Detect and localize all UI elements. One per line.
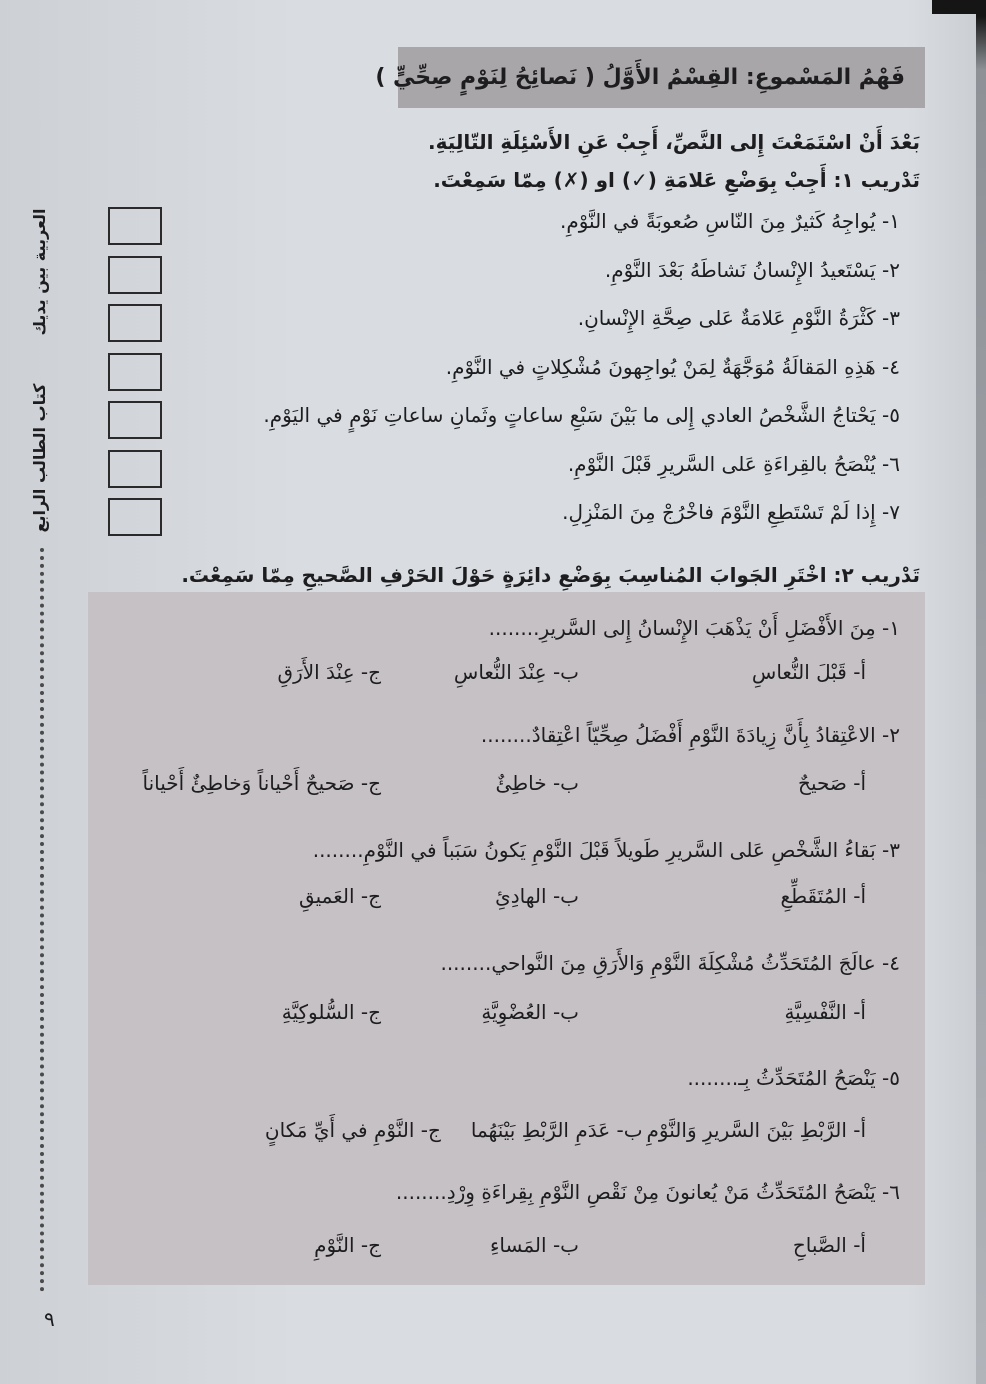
question-options bbox=[88, 1225, 925, 1265]
question-options bbox=[88, 652, 925, 692]
option-b[interactable]: ب- خاطِئٌ bbox=[495, 771, 579, 795]
option-a[interactable]: أ- المُتَقَطِّعِ bbox=[780, 884, 866, 908]
option-c[interactable]: ج- النَّوْمِ في أَيِّ مَكانٍ bbox=[264, 1118, 441, 1142]
statement-item-4: ٤- هَذِهِ المَقالَةُ مُوَجَّهَةٌ لِمَنْ يُواجِهونَ مُشْكِلاتٍ في النَّوْمِ. bbox=[445, 354, 900, 379]
answer-checkbox-1[interactable] bbox=[108, 207, 162, 245]
exercise1-title: تَدْريب ١: أَجِبْ بِوَضْعِ عَلامَةِ (✓) او (✗) مِمّا سَمِعْتَ. bbox=[433, 168, 920, 192]
option-c[interactable]: ج- العَميقِ bbox=[298, 884, 381, 908]
statement-item-3: ٣- كَثْرَةُ النَّوْمِ عَلامَةٌ عَلى صِحَّةِ الإِنْسانِ. bbox=[577, 306, 900, 330]
question-options bbox=[88, 992, 925, 1032]
option-c[interactable]: ج- صَحيحٌ أَحْياناً وَخاطِئٌ أَحْياناً bbox=[142, 771, 381, 795]
question-text: ٥- يَنْصَحُ المُتَحَدِّثُ بِـ........ bbox=[687, 1066, 900, 1090]
exercise1-statements bbox=[170, 197, 900, 537]
page-edge-shadow bbox=[976, 0, 986, 1384]
statement-item-1: ١- يُواجِهُ كَثيرٌ مِنَ النّاسِ صُعوبَةً في النَّوْمِ. bbox=[559, 209, 900, 233]
option-c[interactable]: ج- النَّوْمِ bbox=[314, 1233, 381, 1257]
answer-box-column bbox=[108, 207, 162, 547]
exercise2-panel bbox=[88, 592, 925, 1285]
page-corner-shadow bbox=[932, 0, 986, 14]
question-text: ٤- عالَجَ المُتَحَدِّثُ مُشْكِلَةَ النَّوْمِ وَالأَرَقِ مِنَ النَّواحي........ bbox=[440, 951, 900, 975]
option-b[interactable]: ب- عَدَمِ الرَّبْطِ بَيْنَهُما bbox=[470, 1118, 643, 1142]
option-a[interactable]: أ- صَحيحٌ bbox=[798, 771, 866, 795]
option-b[interactable]: ب- عِنْدَ النُّعاسِ bbox=[453, 660, 579, 684]
statement-item-5: ٥- يَحْتاجُ الشَّخْصُ العادي إِلى ما بَيْنَ سَبْعِ ساعاتٍ وثَمانِ ساعاتِ نَوْمٍ في اليَوْمِ. bbox=[263, 403, 900, 427]
option-a[interactable]: أ- الصَّباحِ bbox=[792, 1233, 866, 1257]
exercise2-title: تَدْريب ٢: اخْتَرِ الجَوابَ المُناسِبَ بِوَضْعِ دائِرَةٍ حَوْلَ الحَرْفِ الصَّحيحِ مِمّا سَمِعْتَ. bbox=[181, 563, 920, 587]
statement-item-6: ٦- يُنْصَحُ بالقِراءَةِ عَلى السَّريرِ قَبْلَ النَّوْمِ. bbox=[567, 451, 900, 476]
option-a[interactable]: أ- الرَّبْطِ بَيْنَ السَّريرِ وَالنَّوْمِ bbox=[646, 1118, 866, 1142]
question-options bbox=[88, 763, 925, 803]
option-b[interactable]: ب- العُضْوِيَّةِ bbox=[481, 1000, 579, 1024]
statement-item-2: ٢- يَسْتَعيدُ الإِنْسانُ نَشاطَهُ بَعْدَ النَّوْمِ. bbox=[604, 257, 900, 282]
question-text: ١- مِنَ الأَفْضَلِ أَنْ يَذْهَبَ الإِنْسانُ إِلى السَّريرِ........ bbox=[488, 616, 900, 640]
answer-checkbox-3[interactable] bbox=[108, 304, 162, 342]
answer-checkbox-2[interactable] bbox=[108, 256, 162, 294]
option-a[interactable]: أ- قَبْلَ النُّعاسِ bbox=[751, 660, 866, 684]
answer-checkbox-7[interactable] bbox=[108, 498, 162, 536]
question-text: ٢- الاعْتِقادُ بِأَنَّ زِيادَةَ النَّوْمِ أَفْضَلُ صِحِّيّاً اعْتِقادٌ........ bbox=[480, 723, 900, 747]
question-options bbox=[265, 1110, 866, 1150]
section-header-box bbox=[375, 47, 925, 108]
question-text: ٣- بَقاءُ الشَّخْصِ عَلى السَّريرِ طَويلاً قَبْلَ النَّوْمِ يَكونُ سَبَباً في النَّوْمِ........ bbox=[312, 838, 900, 862]
option-b[interactable]: ب- الهادِئِ bbox=[495, 884, 579, 908]
statement-item-7: ٧- إِذا لَمْ تَسْتَطِعِ النَّوْمَ فاخْرُجْ مِنَ المَنْزِلِ. bbox=[562, 500, 900, 524]
answer-checkbox-6[interactable] bbox=[108, 450, 162, 488]
section-title: فَهْمُ المَسْموعِ: القِسْمُ الأَوَّلُ ( نَصائِحُ لِنَوْمٍ صِحِّيٍّ ) bbox=[375, 65, 905, 90]
answer-checkbox-5[interactable] bbox=[108, 401, 162, 439]
page-number: ٩ bbox=[44, 1307, 55, 1331]
option-c[interactable]: ج- عِنْدَ الأَرَقِ bbox=[277, 660, 381, 684]
question-options bbox=[88, 876, 925, 916]
option-c[interactable]: ج- السُّلوكِيَّةِ bbox=[281, 1000, 381, 1024]
question-text: ٦- يَنْصَحُ المُتَحَدِّثُ مَنْ يُعانونَ مِنْ نَقْصِ النَّوْمِ بِقِراءَةِ وِرْدِ........ bbox=[395, 1180, 900, 1204]
side-book-title: كتاب الطالب الرابع bbox=[30, 383, 49, 533]
instruction-line: بَعْدَ أَنْ اسْتَمَعْتَ إِلى النَّصِّ، أَجِبْ عَنِ الأَسْئِلَةِ التّالِيَةِ. bbox=[428, 130, 920, 154]
answer-checkbox-4[interactable] bbox=[108, 353, 162, 391]
side-dotted-rule bbox=[40, 548, 44, 1292]
side-series-title: العربية بين يديك bbox=[30, 208, 49, 336]
option-b[interactable]: ب- المَساءِ bbox=[490, 1233, 579, 1257]
option-a[interactable]: أ- النَّفْسِيَّةِ bbox=[784, 1000, 866, 1024]
